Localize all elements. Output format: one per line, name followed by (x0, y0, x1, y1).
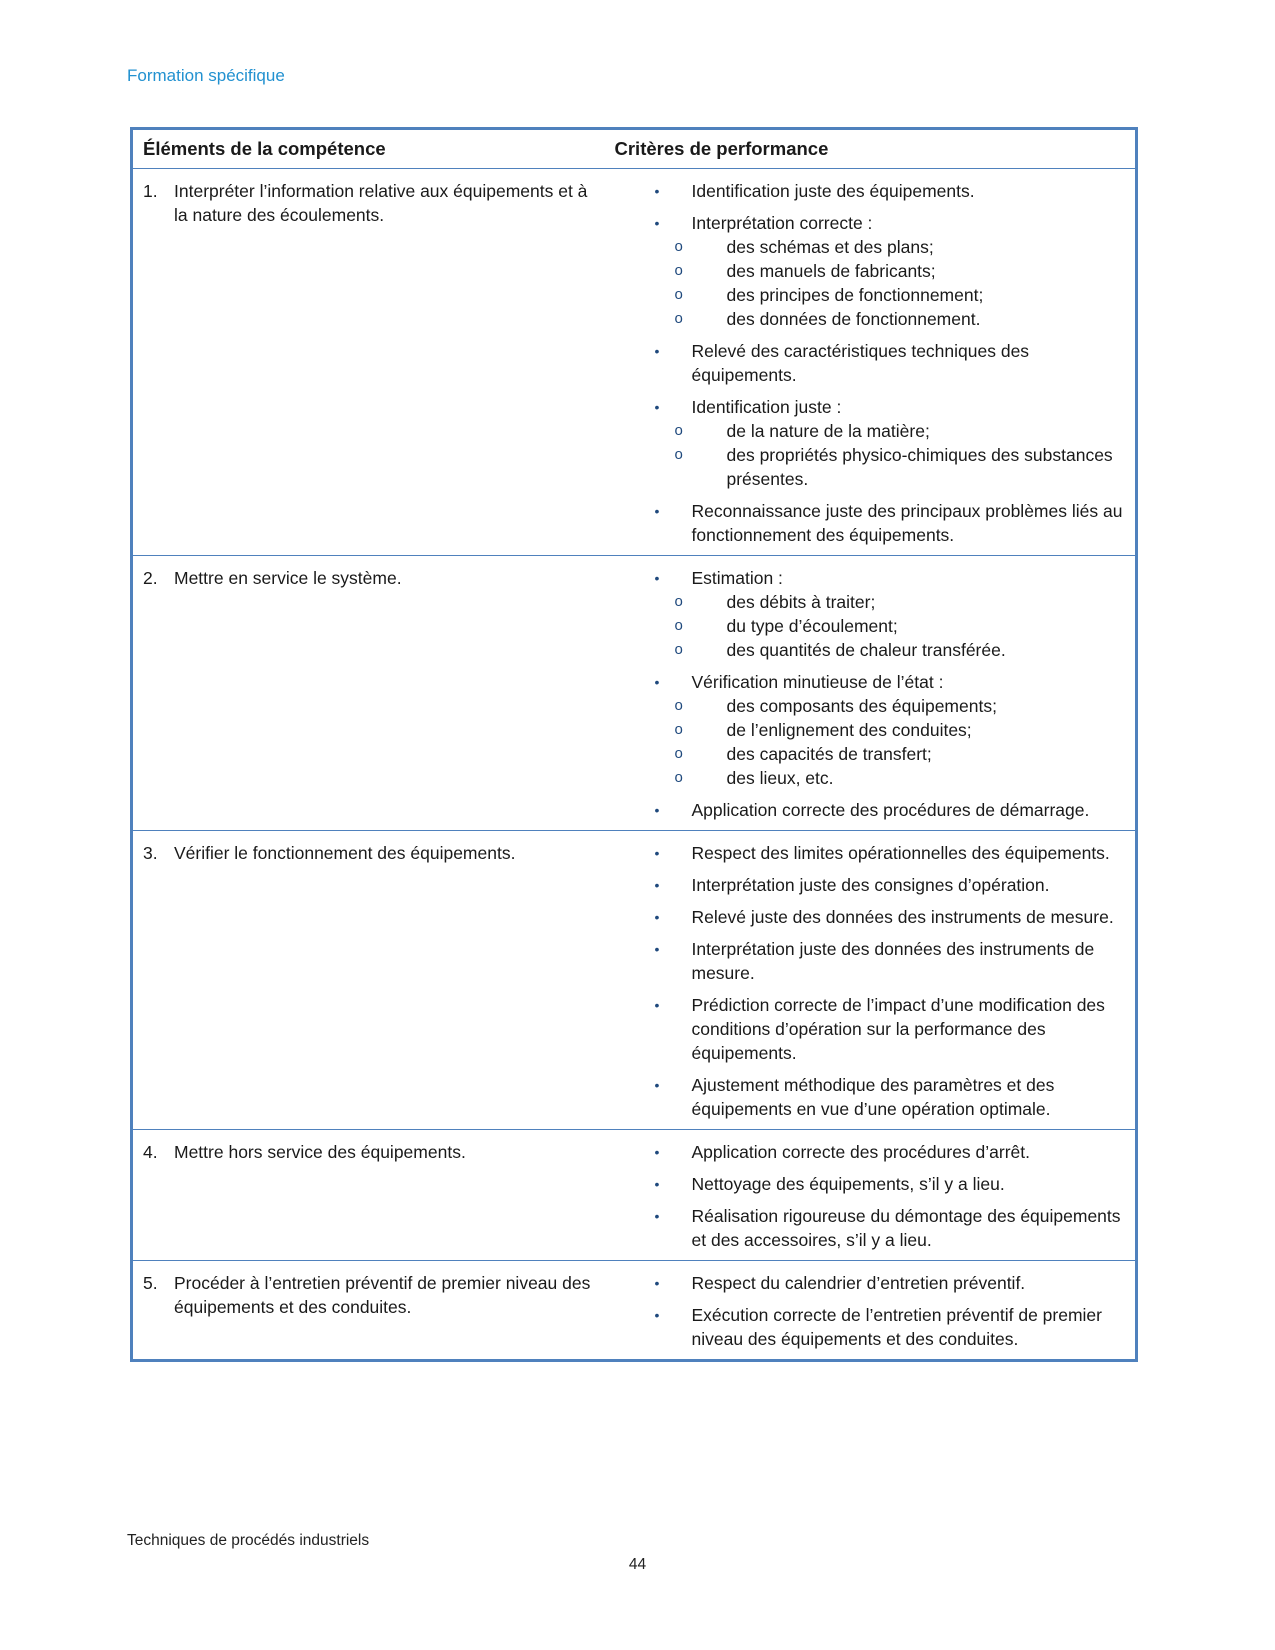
sub-bullet-icon: o (674, 641, 683, 658)
element-cell (132, 1261, 615, 1361)
criterion-text: Vérification minutieuse de l’état : (691, 672, 944, 692)
table-header-row (132, 129, 1137, 169)
bullet-icon: • (654, 802, 660, 818)
page-number: 44 (628, 1556, 647, 1573)
element-cell (132, 831, 615, 1130)
criterion-subitem (674, 443, 1130, 491)
criterion-item (652, 1303, 1130, 1351)
element-cell (132, 556, 615, 831)
sub-bullet-icon: o (674, 286, 683, 303)
element-cell (132, 169, 615, 556)
criteria-cell (615, 169, 1137, 556)
sub-bullet-icon: o (674, 697, 683, 714)
criterion-text: Reconnaissance juste des principaux problèmes liés au fonctionnement des équipements. (691, 501, 1123, 545)
bullet-icon: • (654, 1144, 660, 1160)
criterion-text: Prédiction correcte de l’impact d’une modification des conditions d’opération sur la performance des équipements. (691, 995, 1105, 1063)
column-header-elements: Éléments de la compétence (132, 129, 615, 169)
criterion-subitem-text: des composants des équipements; (726, 696, 997, 716)
element-item (143, 1271, 591, 1319)
criterion-text: Respect du calendrier d’entretien préventif. (691, 1273, 1026, 1293)
element-item (143, 566, 591, 590)
criterion-subitem-text: du type d’écoulement; (726, 616, 898, 636)
criterion-subitem-text: des débits à traiter; (726, 592, 876, 612)
criterion-line (652, 1140, 1130, 1164)
bullet-icon: • (654, 997, 660, 1013)
criterion-text: Application correcte des procédures d’arrêt. (691, 1142, 1031, 1162)
criterion-item (652, 339, 1130, 387)
element-number: 4. (143, 1142, 158, 1162)
criterion-item (652, 1204, 1130, 1252)
criterion-text: Relevé des caractéristiques techniques des équipements. (691, 341, 1030, 385)
criterion-subitem-text: des schémas et des plans; (726, 237, 934, 257)
table-row (132, 1130, 1137, 1261)
criterion-item (652, 1073, 1130, 1121)
element-item (143, 841, 591, 865)
criterion-subitem-text: des principes de fonctionnement; (726, 285, 984, 305)
element-item (143, 1140, 591, 1164)
bullet-icon: • (654, 1176, 660, 1192)
bullet-icon: • (654, 909, 660, 925)
bullet-icon: • (654, 674, 660, 690)
bullet-icon: • (654, 183, 660, 199)
footer-program-title: Techniques de procédés industriels (127, 1532, 370, 1549)
element-text: Interpréter l’information relative aux équipements et à la nature des écoulements. (174, 181, 588, 225)
sub-bullet-icon: o (674, 446, 683, 463)
criterion-text: Interprétation juste des consignes d’opération. (691, 875, 1050, 895)
bullet-icon: • (654, 1307, 660, 1323)
element-text: Mettre en service le système. (174, 568, 402, 588)
criterion-text: Exécution correcte de l’entretien préventif de premier niveau des équipements et des conduites. (691, 1305, 1102, 1349)
sub-bullet-icon: o (674, 422, 683, 439)
criterion-text: Relevé juste des données des instruments de mesure. (691, 907, 1114, 927)
criterion-item (652, 499, 1130, 547)
criterion-subitem-text: des données de fonctionnement. (726, 309, 981, 329)
bullet-icon: • (654, 343, 660, 359)
criteria-cell (615, 1261, 1137, 1361)
criterion-subitem-text: de l’enlignement des conduites; (726, 720, 972, 740)
criterion-item (652, 905, 1130, 929)
criterion-text: Identification juste des équipements. (691, 181, 975, 201)
sub-bullet-icon: o (674, 593, 683, 610)
criterion-subitem (674, 419, 1130, 443)
criterion-subitem-text: des lieux, etc. (726, 768, 834, 788)
criterion-line (652, 395, 1130, 419)
criterion-subitem (674, 283, 1130, 307)
criterion-text: Interprétation correcte : (691, 213, 873, 233)
criterion-subitem (674, 694, 1130, 718)
criterion-line (652, 1073, 1130, 1121)
criterion-text: Ajustement méthodique des paramètres et des équipements en vue d’une opération optimale. (691, 1075, 1055, 1119)
criterion-item (652, 841, 1130, 865)
criterion-line (652, 339, 1130, 387)
criterion-subitem-text: de la nature de la matière; (726, 421, 930, 441)
criterion-line (652, 905, 1130, 929)
criterion-line (652, 1172, 1130, 1196)
criterion-subitem (674, 307, 1130, 331)
criterion-item (652, 179, 1130, 203)
criterion-item (652, 937, 1130, 985)
criterion-line (652, 179, 1130, 203)
criterion-line (652, 670, 1130, 694)
criterion-subitem (674, 235, 1130, 259)
criterion-line (652, 566, 1130, 590)
criterion-item (652, 395, 1130, 491)
criterion-item (652, 1172, 1130, 1196)
criterion-subitem (674, 766, 1130, 790)
element-cell (132, 1130, 615, 1261)
criterion-subitem-text: des manuels de fabricants; (726, 261, 936, 281)
element-number: 3. (143, 843, 158, 863)
criterion-line (652, 1204, 1130, 1252)
table-row (132, 169, 1137, 556)
sub-bullet-icon: o (674, 238, 683, 255)
criterion-item (652, 1271, 1130, 1295)
sub-bullet-icon: o (674, 262, 683, 279)
criterion-text: Estimation : (691, 568, 783, 588)
criterion-text: Respect des limites opérationnelles des équipements. (691, 843, 1110, 863)
criterion-line (652, 993, 1130, 1065)
criterion-text: Identification juste : (691, 397, 842, 417)
element-text: Vérifier le fonctionnement des équipements. (174, 843, 516, 863)
bullet-icon: • (654, 215, 660, 231)
sub-bullet-icon: o (674, 617, 683, 634)
criterion-line (652, 937, 1130, 985)
criteria-cell (615, 1130, 1137, 1261)
criterion-subitem-text: des quantités de chaleur transférée. (726, 640, 1006, 660)
criterion-line (652, 211, 1130, 235)
criterion-item (652, 798, 1130, 822)
criterion-text: Réalisation rigoureuse du démontage des équipements et des accessoires, s’il y a lieu. (691, 1206, 1121, 1250)
criterion-line (652, 1303, 1130, 1351)
criterion-text: Application correcte des procédures de démarrage. (691, 800, 1090, 820)
criterion-item (652, 211, 1130, 331)
table-row (132, 556, 1137, 831)
criterion-subitem (674, 718, 1130, 742)
competency-table (130, 127, 1138, 1362)
bullet-icon: • (654, 399, 660, 415)
element-text: Mettre hors service des équipements. (174, 1142, 466, 1162)
element-number: 1. (143, 181, 158, 201)
bullet-icon: • (654, 1208, 660, 1224)
criterion-line (652, 798, 1130, 822)
bullet-icon: • (654, 1077, 660, 1093)
criterion-item (652, 566, 1130, 662)
table-row (132, 1261, 1137, 1361)
sub-bullet-icon: o (674, 745, 683, 762)
criterion-line (652, 873, 1130, 897)
criteria-cell (615, 556, 1137, 831)
sub-bullet-icon: o (674, 721, 683, 738)
criterion-subitem-text: des propriétés physico-chimiques des substances présentes. (726, 445, 1113, 489)
bullet-icon: • (654, 503, 660, 519)
bullet-icon: • (654, 845, 660, 861)
bullet-icon: • (654, 941, 660, 957)
element-item (143, 179, 591, 227)
criterion-item (652, 670, 1130, 790)
criterion-line (652, 841, 1130, 865)
criterion-subitem (674, 742, 1130, 766)
criterion-item (652, 1140, 1130, 1164)
table-row (132, 831, 1137, 1130)
bullet-icon: • (654, 877, 660, 893)
criterion-item (652, 993, 1130, 1065)
element-text: Procéder à l’entretien préventif de premier niveau des équipements et des conduites. (174, 1273, 591, 1317)
section-label: Formation spécifique (127, 66, 285, 85)
criterion-subitem (674, 614, 1130, 638)
bullet-icon: • (654, 570, 660, 586)
criterion-subitem (674, 590, 1130, 614)
criterion-subitem-text: des capacités de transfert; (726, 744, 932, 764)
criterion-text: Interprétation juste des données des instruments de mesure. (691, 939, 1095, 983)
criterion-text: Nettoyage des équipements, s’il y a lieu. (691, 1174, 1005, 1194)
sub-bullet-icon: o (674, 769, 683, 786)
bullet-icon: • (654, 1275, 660, 1291)
criterion-item (652, 873, 1130, 897)
sub-bullet-icon: o (674, 310, 683, 327)
criteria-cell (615, 831, 1137, 1130)
criterion-line (652, 499, 1130, 547)
criterion-line (652, 1271, 1130, 1295)
column-header-criteria: Critères de performance (615, 129, 1137, 169)
element-number: 2. (143, 568, 158, 588)
criterion-subitem (674, 259, 1130, 283)
element-number: 5. (143, 1273, 158, 1293)
criterion-subitem (674, 638, 1130, 662)
